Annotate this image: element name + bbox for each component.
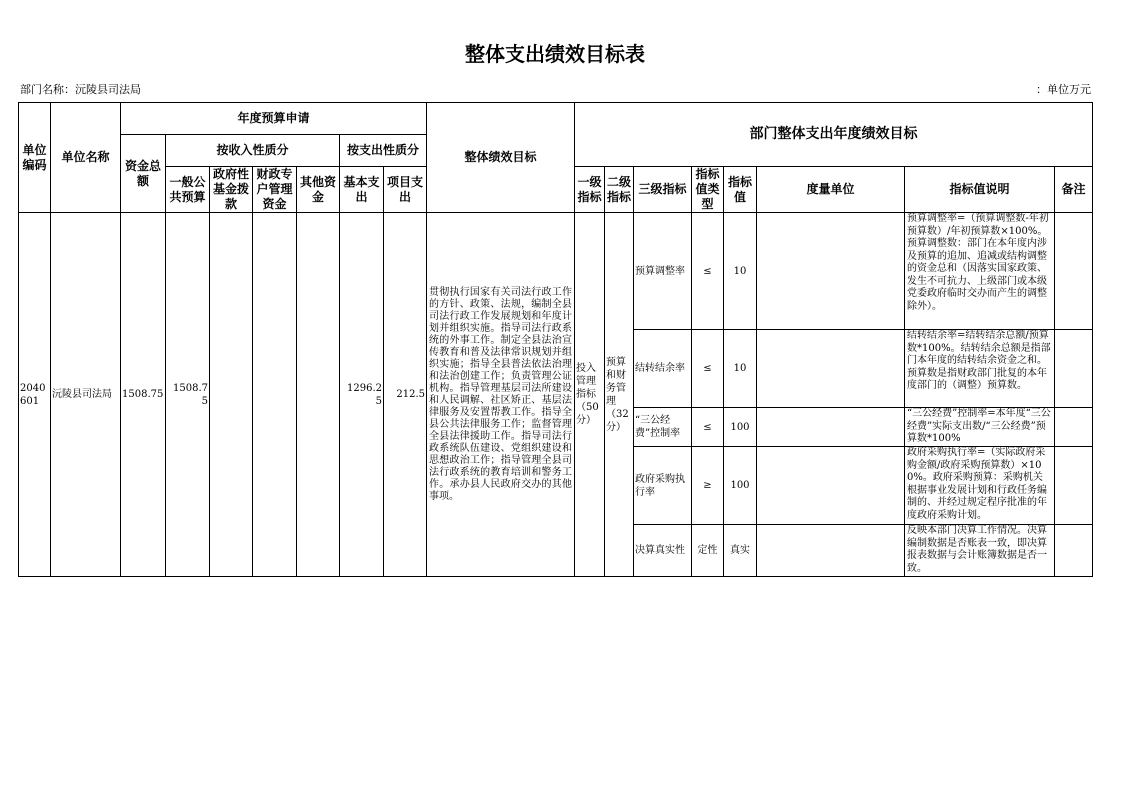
indicator-unit [757,213,905,330]
header-basic-expense: 基本支出 [340,167,384,213]
indicator-name: 政府采购执行率 [634,447,692,525]
header-by-income: 按收入性质分 [166,135,340,167]
department-name: 部门名称：沅陵县司法局 [20,83,141,96]
cell-special-fund [253,213,297,577]
cell-level1: 投入管理指标（50分） [575,213,605,577]
cell-gov-fund [210,213,253,577]
indicator-unit [757,525,905,577]
cell-basic-expense: 1296.25 [340,213,384,577]
indicator-explanation: 反映本部门决算工作情况。决算编制数据是否账表一致，即决算报表数据与会计账簿数据是否一致。 [905,525,1055,577]
header-unit-name: 单位名称 [51,103,121,213]
cell-project-expense: 212.5 [384,213,427,577]
header-total-funds: 资金总额 [121,135,166,213]
indicator-type: ≤ [692,213,724,330]
performance-table [18,102,1093,577]
header-by-expense: 按支出性质分 [340,135,427,167]
indicator-remark [1055,330,1093,408]
indicator-explanation: “三公经费”控制率=本年度“三公经费”实际支出数/“三公经费”预算数*100% [905,408,1055,447]
indicator-explanation: 预算调整率=（预算调整数-年初预算数）/年初预算数×100%。预算调整数：部门在本年度内涉及预算的追加、追减或结构调整的资金总和（因落实国家政策、发生不可抗力、上级部门或本级党委政府临时交办而产生的调整除外）。 [905,213,1055,330]
header-special-fund: 财政专户管理资金 [253,167,297,213]
header-dept-goal: 部门整体支出年度绩效目标 [575,103,1093,167]
unit-label: 单位：万元 [1036,83,1091,96]
cell-unit-code: 2040601 [19,213,51,577]
header-unit-code: 单位编码 [19,103,51,213]
indicator-name: “三公经费”控制率 [634,408,692,447]
indicator-value: 真实 [724,525,757,577]
header-level1: 一级指标 [575,167,605,213]
indicator-name: 决算真实性 [634,525,692,577]
indicator-remark [1055,525,1093,577]
page-title: 整体支出绩效目标表 [465,42,645,66]
indicator-unit [757,447,905,525]
indicator-type: ≥ [692,447,724,525]
indicator-value: 100 [724,408,757,447]
header-other-funds: 其他资金 [297,167,340,213]
cell-other-funds [297,213,340,577]
header-general-budget: 一般公共预算 [166,167,210,213]
indicator-value: 10 [724,213,757,330]
cell-overall-goal: 贯彻执行国家有关司法行政工作的方针、政策、法规，编制全县司法行政工作发展规划和年度计划并组织实施。指导司法行政系统的外事工作。制定全县法治宣传教育和普及法律常识规划并组织实施；指导全县普法依法治理和法治创建工作；负责管理公证机构。指导管理基层司法所建设和人民调解、社区矫正、基层法律服务及安置帮教工作。指导全县公共法律服务工作；监督管理全县法律援助工作。指导司法行政系统队伍建设、党组织建设和思想政治工作；指导管理全县司法行政系统的教育培训和警务工作。承办县人民政府交办的其他事项。 [427,213,575,577]
header-overall-goal: 整体绩效目标 [427,103,575,213]
cell-unit-name: 沅陵县司法局 [51,213,121,577]
indicator-explanation: 政府采购执行率=（实际政府采购金额/政府采购预算数）×100%。政府采购预算：采购机关根据事业发展计划和行政任务编制的、并经过规定程序批准的年度政府采购计划。 [905,447,1055,525]
header-measure-unit: 度量单位 [757,167,905,213]
indicator-type: 定性 [692,525,724,577]
header-level2: 二级指标 [605,167,634,213]
indicator-remark [1055,447,1093,525]
header-value-type: 指标值类型 [692,167,724,213]
indicator-type: ≤ [692,408,724,447]
header-value: 指标值 [724,167,757,213]
cell-level2: 预算和财务管理（32分） [605,213,634,577]
indicator-type: ≤ [692,330,724,408]
indicator-explanation: 结转结余率=结转结余总额/预算数*100%。结转结余总额是指部门本年度的结转结余资金之和。预算数是指财政部门批复的本年度部门的（调整）预算数。 [905,330,1055,408]
table-row [19,213,1093,330]
indicator-value: 10 [724,330,757,408]
header-project-expense: 项目支出 [384,167,427,213]
header-annual-budget: 年度预算申请 [121,103,427,135]
cell-general-budget: 1508.75 [166,213,210,577]
header-explanation: 指标值说明 [905,167,1055,213]
header-level3: 三级指标 [634,167,692,213]
indicator-name: 结转结余率 [634,330,692,408]
indicator-remark [1055,408,1093,447]
indicator-name: 预算调整率 [634,213,692,330]
indicator-remark [1055,213,1093,330]
indicator-value: 100 [724,447,757,525]
indicator-unit [757,408,905,447]
cell-total-funds: 1508.75 [121,213,166,577]
indicator-unit [757,330,905,408]
header-remark: 备注 [1055,167,1093,213]
header-gov-fund: 政府性基金拨款 [210,167,253,213]
